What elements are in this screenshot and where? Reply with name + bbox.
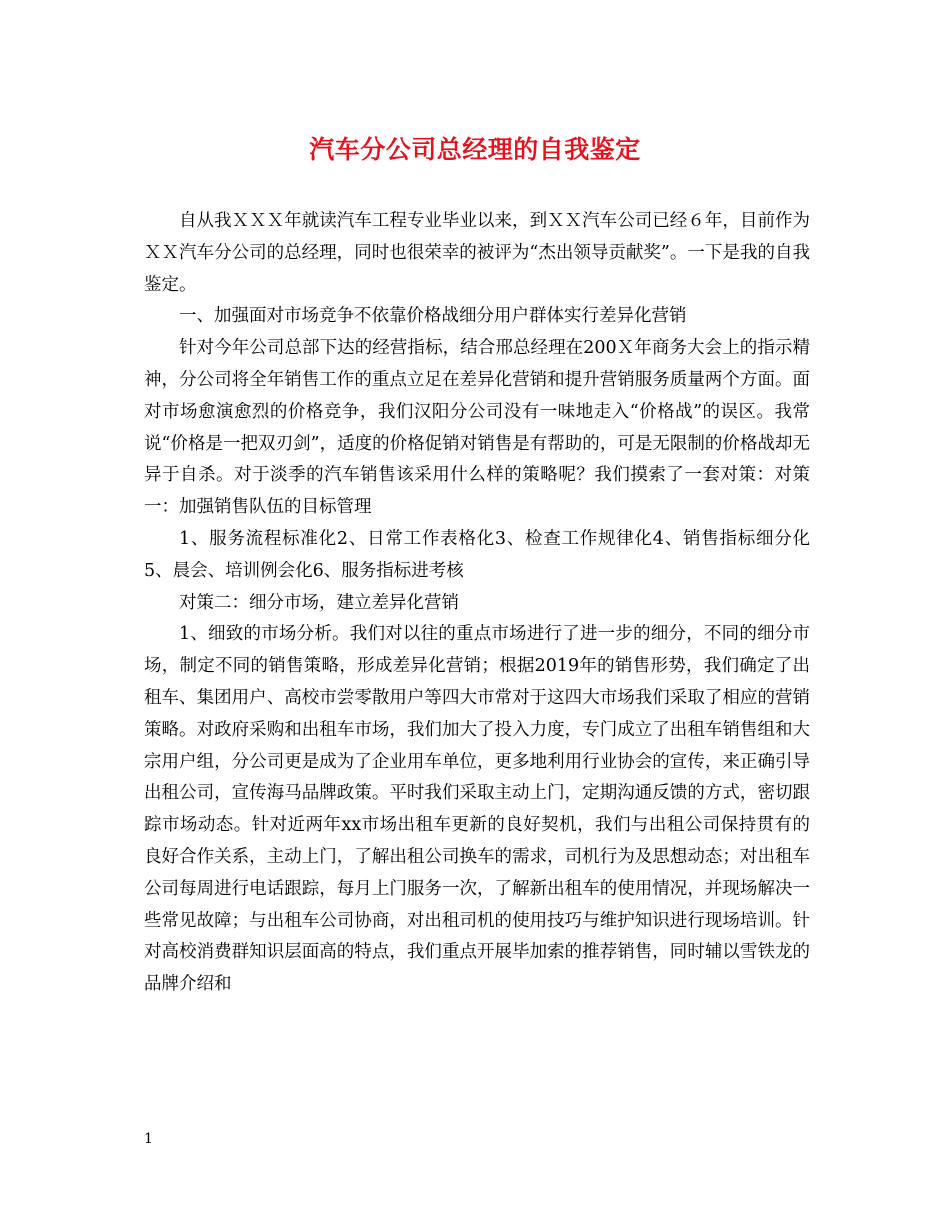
document-body [144, 206, 810, 1001]
paragraph-measures-list: 1、服务流程标准化2、日常工作表格化3、检查工作规律化4、销售指标细分化5、晨会、培训例会化6、服务指标进考核 [144, 528, 810, 581]
document-title: 汽车分公司总经理的自我鉴定 [309, 135, 641, 164]
paragraph-heading-1: 一、加强面对市场竞争不依靠价格战细分用户群体实行差异化营销 [179, 306, 687, 327]
page-number: 1 [144, 1131, 153, 1147]
paragraph-heading-2: 对策二：细分市场，建立差异化营销 [179, 592, 459, 613]
paragraph-intro: 自从我ＸＸＸ年就读汽车工程专业毕业以来，到ＸＸ汽车公司已经６年，目前作为ＸＸ汽车分公司的总经理，同时也很荣幸的被评为“杰出领导贡献奖”。一下是我的自我鉴定。 [144, 211, 810, 295]
paragraph-strategy: 针对今年公司总部下达的经营指标，结合邢总经理在200Ｘ年商务大会上的指示精神，分公司将全年销售工作的重点立足在差异化营销和提升营销服务质量两个方面。面对市场愈演愈烈的价格竞争，我们汉阳分公司没有一味地走入“价格战”的误区。我常说“价格是一把双刃剑”，适度的价格促销对销售是有帮助的，可是无限制的价格战却无异于自杀。对于淡季的汽车销售该采用什么样的策略呢？我们摸索了一套对策：对策一：加强销售队伍的目标管理 [144, 338, 810, 518]
paragraph-market-analysis: 1、细致的市场分析。我们对以往的重点市场进行了进一步的细分，不同的细分市场，制定不同的销售策略，形成差异化营销；根据2019年的销售形势，我们确定了出租车、集团用户、高校市尝零散用户等四大市常对于这四大市场我们采取了相应的营销策略。对政府采购和出租车市场，我们加大了投入力度，专门成立了出租车销售组和大宗用户组，分公司更是成为了企业用车单位，更多地利用行业协会的宣传，来正确引导出租公司，宣传海马品牌政策。平时我们采取主动上门，定期沟通反馈的方式，密切跟踪市场动态。针对近两年xx市场出租车更新的良好契机，我们与出租公司保持贯有的良好合作关系，主动上门，了解出租公司换车的需求，司机行为及思想动态；对出租车公司每周进行电话跟踪，每月上门服务一次，了解新出租车的使用情况，并现场解决一些常见故障；与出租车公司协商，对出租司机的使用技巧与维护知识进行现场培训。针对高校消费群知识层面高的特点，我们重点开展毕加索的推荐销售，同时辅以雪铁龙的品牌介绍和 [144, 624, 810, 995]
